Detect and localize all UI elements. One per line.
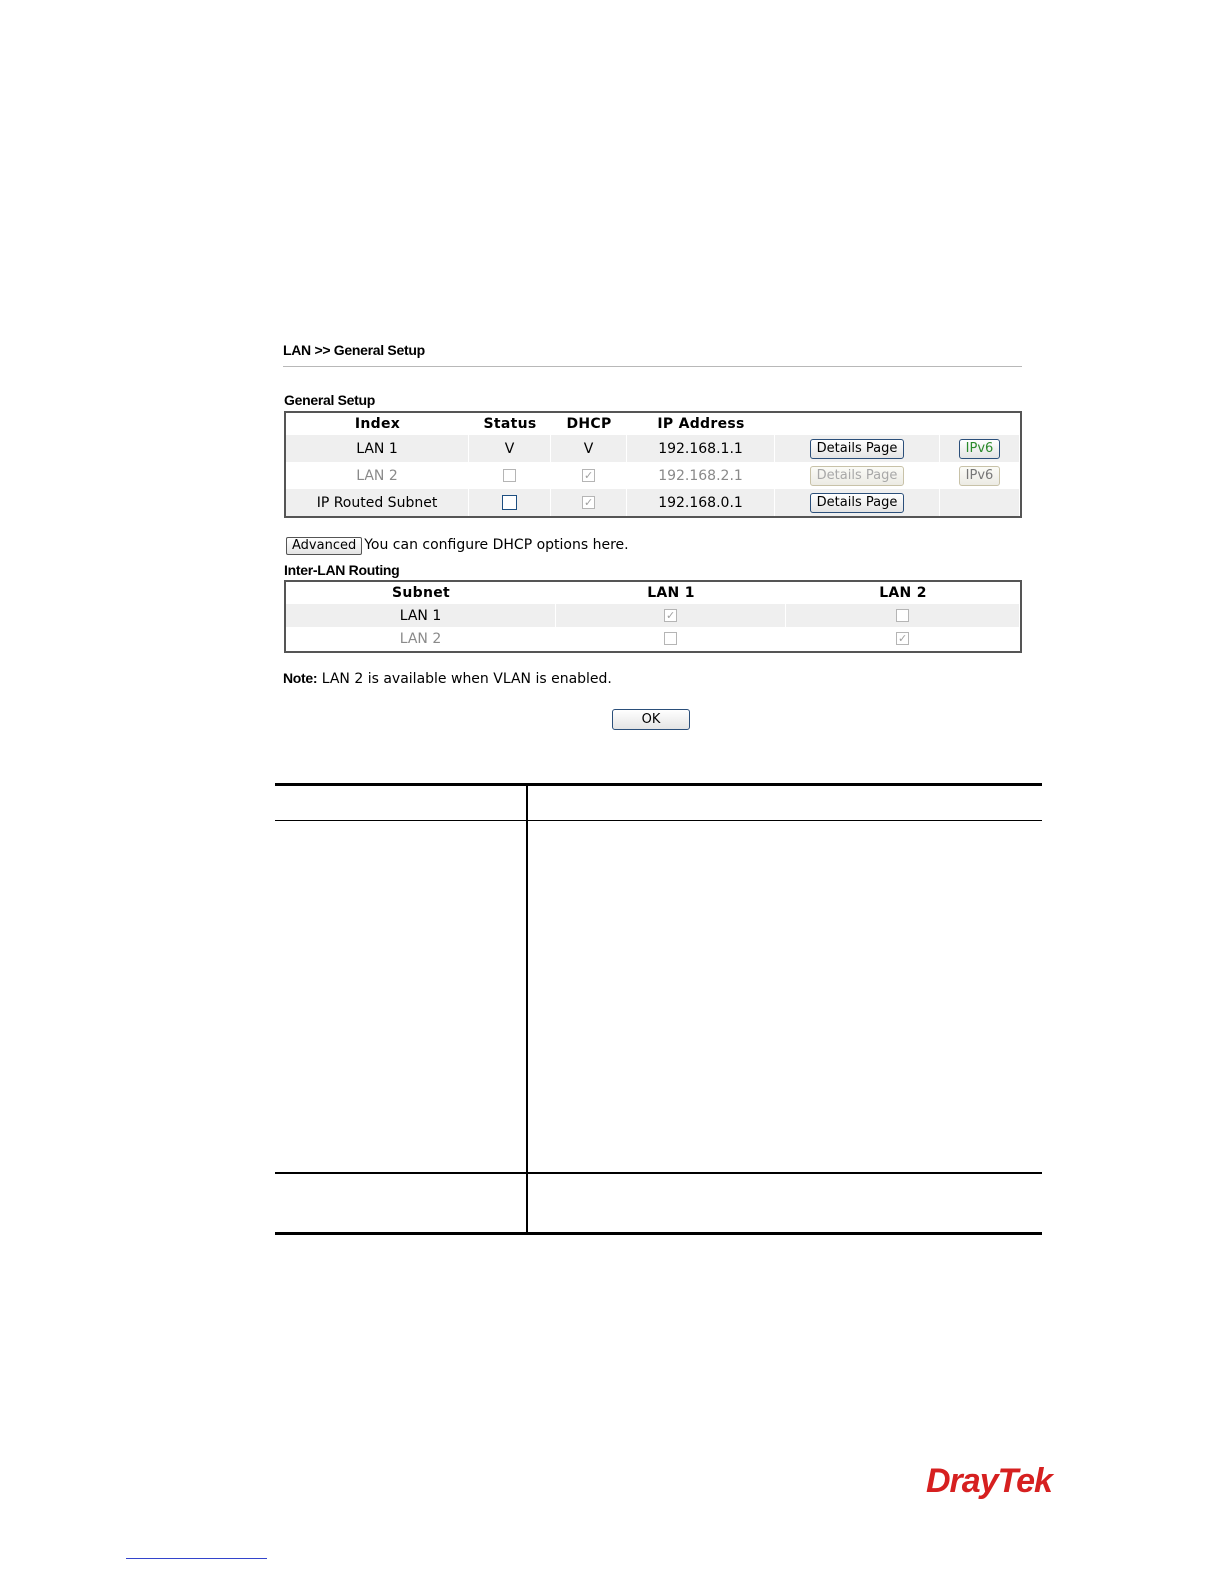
col-ip-address: IP Address <box>657 416 745 432</box>
row-details-cell <box>775 489 940 516</box>
row-ipv6-cell <box>940 435 1020 462</box>
row-lan2-cell <box>786 604 1020 627</box>
row-ipv6-cell <box>940 462 1020 489</box>
row-ipv6-cell <box>940 489 1020 516</box>
col-subnet: Subnet <box>391 585 451 601</box>
route-lan1-lan1-checkbox[interactable] <box>664 609 677 622</box>
table-row-ip-routed-subnet <box>286 489 1020 516</box>
status-checkbox-lan2[interactable] <box>503 469 516 482</box>
check-icon: ✓ <box>666 609 676 622</box>
row-dhcp: V <box>551 435 627 462</box>
row-status-cell <box>469 489 551 516</box>
logo-part-tek: Tek <box>997 1462 1052 1500</box>
row-dhcp-cell <box>551 489 627 516</box>
route-lan2-lan2-checkbox[interactable] <box>896 632 909 645</box>
route-lan2-lan1-checkbox[interactable] <box>664 632 677 645</box>
row-index: IP Routed Subnet <box>286 489 469 516</box>
check-icon: ✓ <box>584 469 594 482</box>
advanced-hint: You can configure DHCP options here. <box>364 537 629 553</box>
general-setup-panel <box>284 411 1022 518</box>
advanced-button[interactable]: Advanced <box>286 537 362 555</box>
details-page-button-ip-routed-subnet[interactable]: Details Page <box>810 493 905 513</box>
row-status-cell <box>469 462 551 489</box>
col-dhcp: DHCP <box>566 416 612 432</box>
row-ip: 192.168.1.1 <box>627 435 775 462</box>
dhcp-checkbox-ip-routed-subnet[interactable] <box>582 496 595 509</box>
row-dhcp-cell <box>551 462 627 489</box>
doc-table-column-divider <box>526 785 528 1233</box>
table-row-subnet-lan2 <box>286 627 1020 650</box>
details-page-button-lan2[interactable]: Details Page <box>810 466 905 486</box>
col-index: Index <box>354 416 401 432</box>
breadcrumb: LAN >> General Setup <box>283 342 425 358</box>
footer-link-underline[interactable] <box>126 1558 267 1559</box>
row-ip: 192.168.2.1 <box>627 462 775 489</box>
inter-lan-table <box>286 582 1020 650</box>
table-row-lan1 <box>286 435 1020 462</box>
status-checkbox-ip-routed-subnet[interactable] <box>502 495 517 510</box>
row-subnet: LAN 1 <box>286 604 556 627</box>
table-row-subnet-lan1 <box>286 604 1020 627</box>
row-ip: 192.168.0.1 <box>627 489 775 516</box>
row-status: V <box>469 435 551 462</box>
col-status: Status <box>483 416 537 432</box>
row-lan2-cell <box>786 627 1020 650</box>
row-subnet: LAN 2 <box>286 627 556 650</box>
note-text: LAN 2 is available when VLAN is enabled. <box>321 671 612 687</box>
doc-table-header-rule <box>275 820 1042 821</box>
row-index: LAN 1 <box>286 435 469 462</box>
doc-table-bottom-border <box>275 1232 1042 1235</box>
note <box>283 670 612 687</box>
logo-part-dray: Dray <box>926 1462 998 1500</box>
draytek-logo <box>926 1462 1052 1501</box>
ok-button[interactable]: OK <box>612 709 690 730</box>
general-setup-header <box>286 413 1020 435</box>
advanced-line <box>286 537 629 555</box>
inter-lan-title: Inter-LAN Routing <box>284 562 400 578</box>
general-setup-title: General Setup <box>284 392 376 408</box>
check-icon: ✓ <box>584 496 594 509</box>
row-details-cell <box>775 435 940 462</box>
inter-lan-panel <box>284 580 1022 653</box>
row-lan1-cell <box>556 627 786 650</box>
doc-table-top-border <box>275 783 1042 786</box>
ipv6-button-lan1[interactable]: IPv6 <box>959 439 1001 459</box>
dhcp-checkbox-lan2[interactable] <box>582 469 595 482</box>
ipv6-button-lan2[interactable]: IPv6 <box>959 466 1001 486</box>
note-label: Note: <box>283 670 318 686</box>
breadcrumb-divider <box>283 366 1022 367</box>
table-row-lan2 <box>286 462 1020 489</box>
col-ipv6 <box>940 413 1020 435</box>
details-page-button-lan1[interactable]: Details Page <box>810 439 905 459</box>
row-index: LAN 2 <box>286 462 469 489</box>
route-lan1-lan2-checkbox[interactable] <box>896 609 909 622</box>
inter-lan-header <box>286 582 1020 604</box>
row-lan1-cell <box>556 604 786 627</box>
check-icon: ✓ <box>898 632 908 645</box>
doc-table-row-rule <box>275 1172 1042 1174</box>
row-details-cell <box>775 462 940 489</box>
col-lan1: LAN 1 <box>647 585 695 601</box>
col-lan2: LAN 2 <box>879 585 927 601</box>
col-details <box>775 413 940 435</box>
general-setup-table <box>286 413 1020 516</box>
